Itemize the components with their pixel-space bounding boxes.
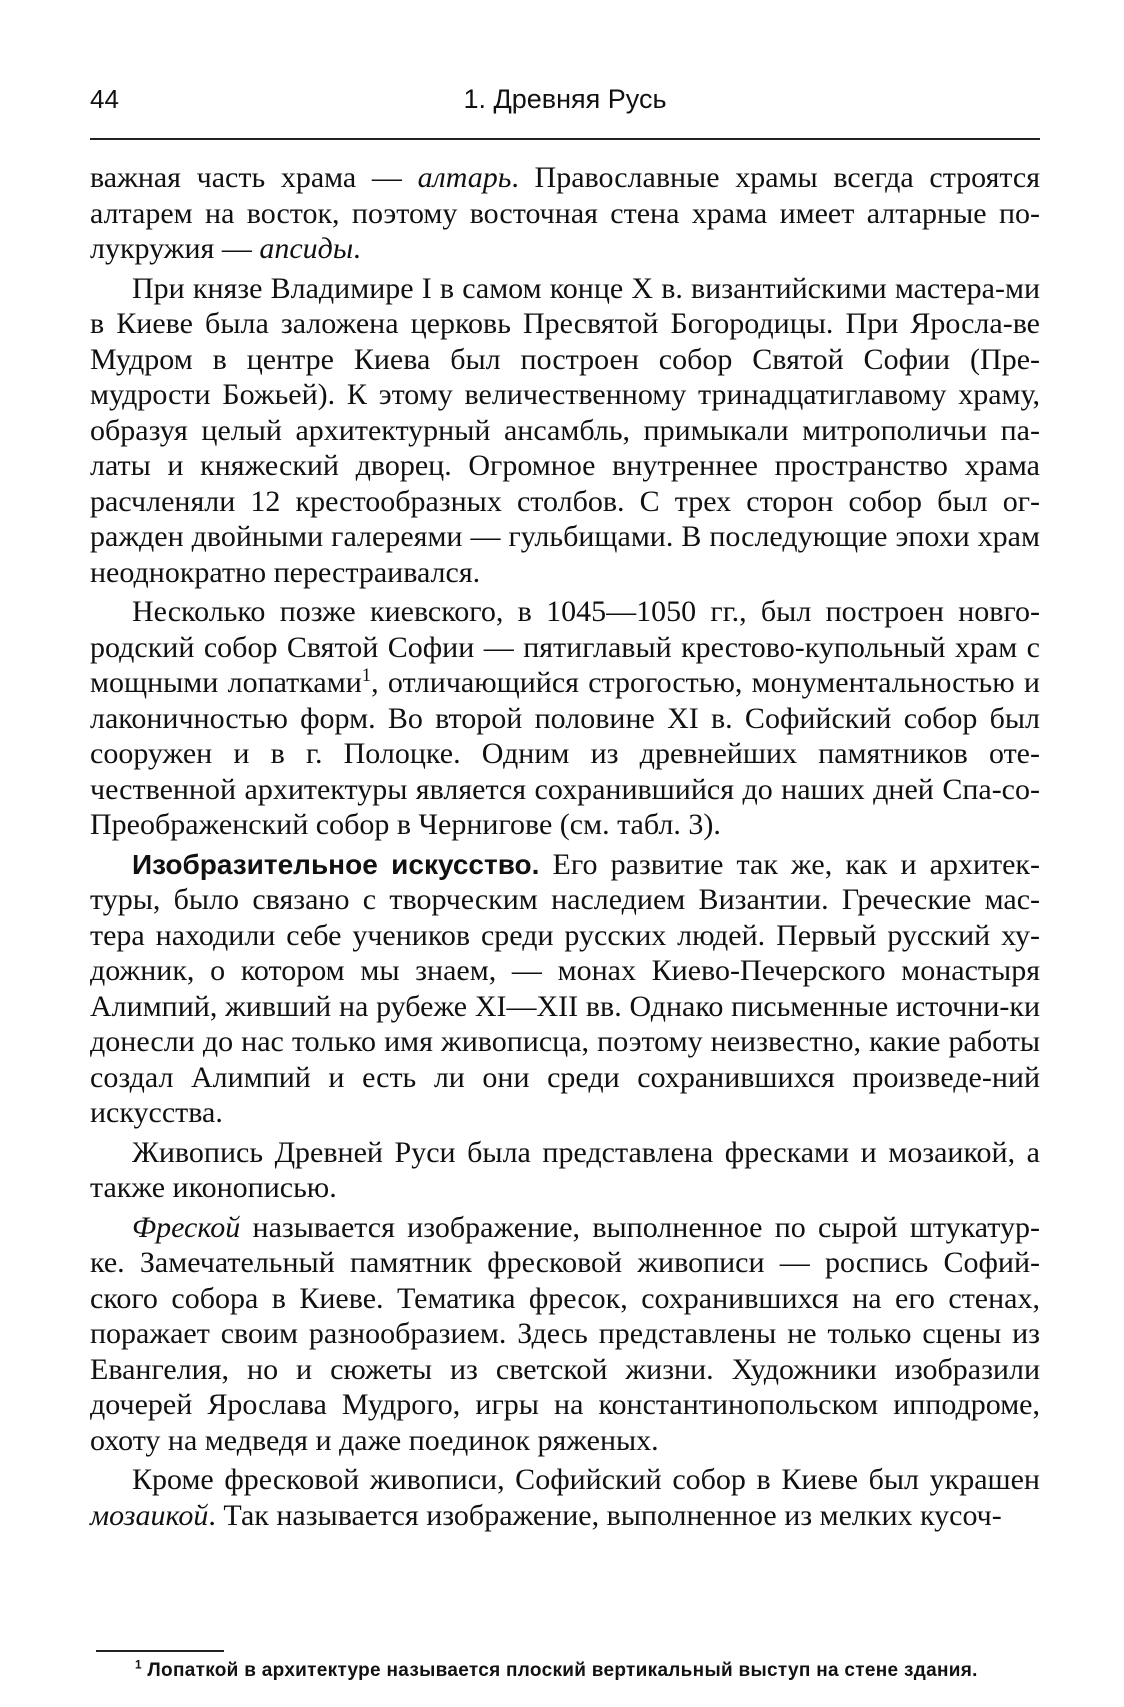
paragraph-1-text-c: . (353, 232, 361, 265)
term-mosaic: мозаикой (90, 1498, 209, 1532)
header-rule (90, 138, 1040, 140)
footnote (135, 1660, 1040, 1682)
paragraph-5: Живопись Древней Руси была представлена фресками и мозаикой, а также иконописью. (90, 1135, 1040, 1204)
page-header (90, 78, 1040, 118)
paragraph-7 (90, 1462, 1040, 1533)
paragraph-3-text-b: , отличающийся строгостью, монументальностью и лаконичностью форм. Во второй половине XI в. Софийский собор был сооружен и в г. Полоцке. Одним из древнейших памятников оте-чественной архитектуры является сохранившийся до наших дней Спа-со-Преображенский собор в Чернигове (см. табл. 3). (90, 666, 1040, 841)
paragraph-7-text-a: Кроме фресковой живописи, Софийский собор в Киеве был украшен (132, 1463, 1040, 1496)
paragraph-3 (90, 594, 1040, 843)
page-number: 44 (90, 84, 119, 114)
term-apses: апсиды (259, 232, 354, 265)
paragraph-1-text-a: важная часть храма — (90, 161, 418, 194)
paragraph-4-text: Его развитие так же, как и архитек-туры, было связано с творческим наследием Византии. Греческие мас-тера находили себе учеников среди русских людей. Первый русский ху-дожник, о котором мы знаем, — монах Киево-Печерского монастыря Алимпий, живший на рубеже XI—XII вв. Однако письменные источни-ки донесли до нас только имя живописца, поэтому неизвестно, какие работы создал Алимпий и есть ли они среди сохранившихся произведе-ний искусства. (90, 847, 1040, 1129)
term-fresco: Фреской (132, 1210, 241, 1244)
body-text (90, 160, 1040, 1533)
paragraph-7-text-b: . Так называется изображение, выполненное из мелких кусоч- (208, 1498, 1002, 1532)
footnote-text: Лопаткой в архитектуре называется плоский вертикальный выступ на стене здания. (141, 1660, 978, 1681)
paragraph-4 (90, 847, 1040, 1131)
term-altar: алтарь (417, 161, 512, 194)
footnote-rule (96, 1650, 224, 1652)
running-title: 1. Древняя Русь (463, 84, 667, 114)
paragraph-6 (90, 1210, 1040, 1459)
paragraph-6-text: называется изображение, выполненное по сырой штукатур-ке. Замечательный памятник фресковой живописи — роспись Софий-ского собора в Киеве. Тематика фресок, сохранившихся на его стенах, поражает своим разнообразием. Здесь представлены не только сцены из Евангелия, но и сюжеты из светской жизни. Художники изобразили дочерей Ярослава Мудрого, игры на константинопольском ипподроме, охоту на медведя и даже поединок ряженых. (90, 1210, 1040, 1457)
footnote-number: 1 (135, 1658, 142, 1672)
paragraph-3-text-a: Несколько позже киевского, в 1045—1050 гг., был построен новго-родский собор Святой Софии — пятиглавый крестово-купольный храм с мощными лопатками (90, 595, 1040, 699)
footnote-marker: 1 (361, 665, 372, 686)
paragraph-1 (90, 160, 1040, 267)
paragraph-1-text-b: . Православные храмы всегда строятся алтарем на восток, поэтому восточная стена храма имеет алтарные по-лукружия — (90, 161, 1040, 265)
paragraph-2: При князе Владимире I в самом конце X в. византийскими мастера-ми в Киеве была заложена церковь Пресвятой Богородицы. При Яросла-ве Мудром в центре Киева был построен собор Святой Софии (Пре-мудрости Божьей). К этому величественному тринадцатиглавому храму, образуя целый архитектурный ансамбль, примыкали митрополичьи па-латы и княжеский дворец. Огромное внутреннее пространство храма расчленяли 12 крестообразных столбов. С трех сторон собор был ог-ражден двойными галереями — гульбищами. В последующие эпохи храм неоднократно перестраивался. (90, 271, 1040, 589)
section-heading-fine-art: Изобразительное искусство. (132, 848, 540, 880)
